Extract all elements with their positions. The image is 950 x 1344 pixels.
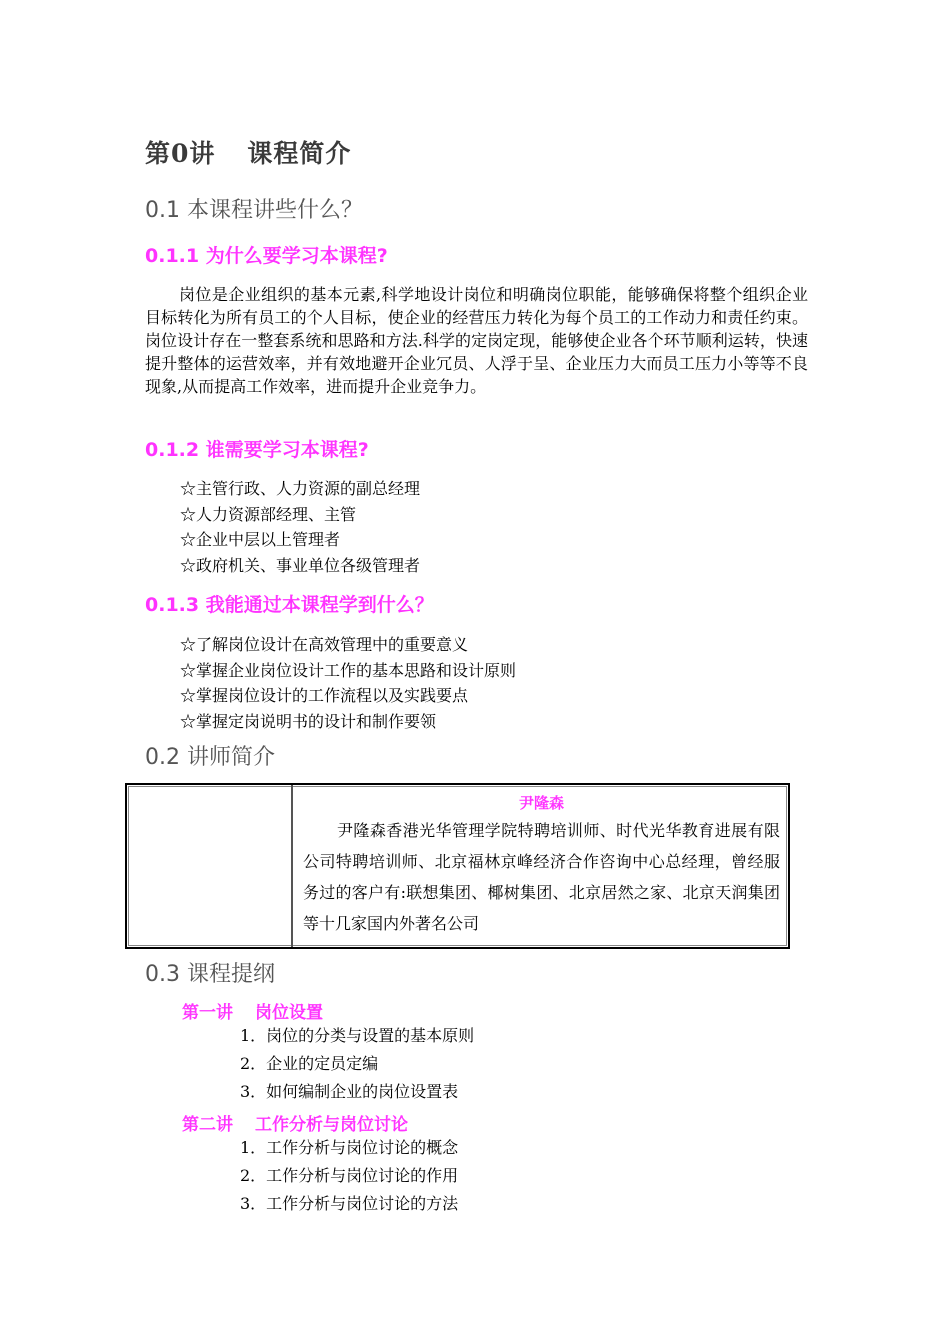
subsection-heading-0-1-3: 0.1.3 我能通过本课程学到什么？ bbox=[145, 594, 434, 616]
list-item: ☆掌握企业岗位设计工作的基本思路和设计原则 bbox=[180, 660, 517, 680]
section-heading-0-2: 0.2 讲师简介 bbox=[145, 745, 275, 770]
instructor-photo-cell bbox=[127, 785, 293, 947]
why-paragraph: 岗位是企业组织的基本元素,科学地设计岗位和明确岗位职能，能够确保将整个组织企业目标转化为所有员工的个人目标，使企业的经营压力转化为每个员工的工作动力和责任约束。岗位设计存在一整套系统和思路和方法.科学的定岗定现，能够使企业各个环节顺利运转，快速提升整体的运营效率，并有效地避开企业冗员、人浮于呈、企业压力大而员工压力小等等不良现象,从而提高工作效率，进而提升企业竞争力。 bbox=[145, 285, 808, 396]
list-item: 1．工作分析与岗位讨论的概念 bbox=[240, 1138, 459, 1157]
list-item: 2．企业的定员定编 bbox=[240, 1054, 379, 1073]
lecture-1-items bbox=[240, 1022, 474, 1106]
lecture-title: 岗位设置 bbox=[255, 1003, 323, 1023]
list-item: ☆掌握岗位设计的工作流程以及实践要点 bbox=[180, 686, 469, 705]
chapter-heading bbox=[145, 134, 351, 170]
lecture-2-items bbox=[240, 1134, 458, 1218]
chapter-title: 课程简介 bbox=[247, 139, 352, 168]
lecture-number: 第一讲 bbox=[182, 1003, 233, 1023]
list-item: 3．工作分析与岗位讨论的方法 bbox=[240, 1194, 459, 1213]
section-heading-0-1: 0.1 本课程讲些什么？ bbox=[145, 198, 363, 223]
list-item: ☆掌握定岗说明书的设计和制作要领 bbox=[180, 711, 437, 731]
chapter-number: 第0讲 bbox=[145, 139, 216, 168]
list-item: ☆主管行政、人力资源的副总经理 bbox=[180, 479, 421, 498]
subsection-heading-0-1-1: 0.1.1 为什么要学习本课程? bbox=[145, 245, 388, 267]
instructor-bio-cell bbox=[293, 785, 788, 947]
list-item: ☆政府机关、事业单位各级管理者 bbox=[180, 555, 421, 575]
outcomes-list bbox=[180, 632, 516, 734]
instructor-table bbox=[125, 783, 790, 949]
list-item: 1．岗位的分类与设置的基本原则 bbox=[240, 1026, 475, 1045]
list-item: 3．如何编制企业的岗位设置表 bbox=[240, 1082, 459, 1101]
lecture-number: 第二讲 bbox=[182, 1115, 233, 1135]
section-heading-0-3: 0.3 课程提纲 bbox=[145, 962, 275, 987]
subsection-heading-0-1-2: 0.1.2 谁需要学习本课程? bbox=[145, 439, 369, 461]
lecture-heading-1 bbox=[182, 998, 323, 1023]
list-item: ☆企业中层以上管理者 bbox=[180, 530, 341, 549]
instructor-name: 尹隆森 bbox=[518, 794, 564, 812]
list-item: 2．工作分析与岗位讨论的作用 bbox=[240, 1166, 459, 1185]
list-item: ☆了解岗位设计在高效管理中的重要意义 bbox=[180, 635, 469, 654]
audience-list bbox=[180, 476, 420, 578]
list-item: ☆人力资源部经理、主管 bbox=[180, 504, 357, 524]
instructor-bio: 尹隆森香港光华管理学院特聘培训师、时代光华教育进展有限公司特聘培训师、北京福林京峰经济合作咨询中心总经理，曾经服务过的客户有:联想集团、椰树集团、北京居然之家、北京天润集团等十几家国内外著名公司 bbox=[303, 821, 780, 933]
lecture-heading-2 bbox=[182, 1110, 408, 1135]
lecture-title: 工作分析与岗位讨论 bbox=[255, 1115, 408, 1135]
